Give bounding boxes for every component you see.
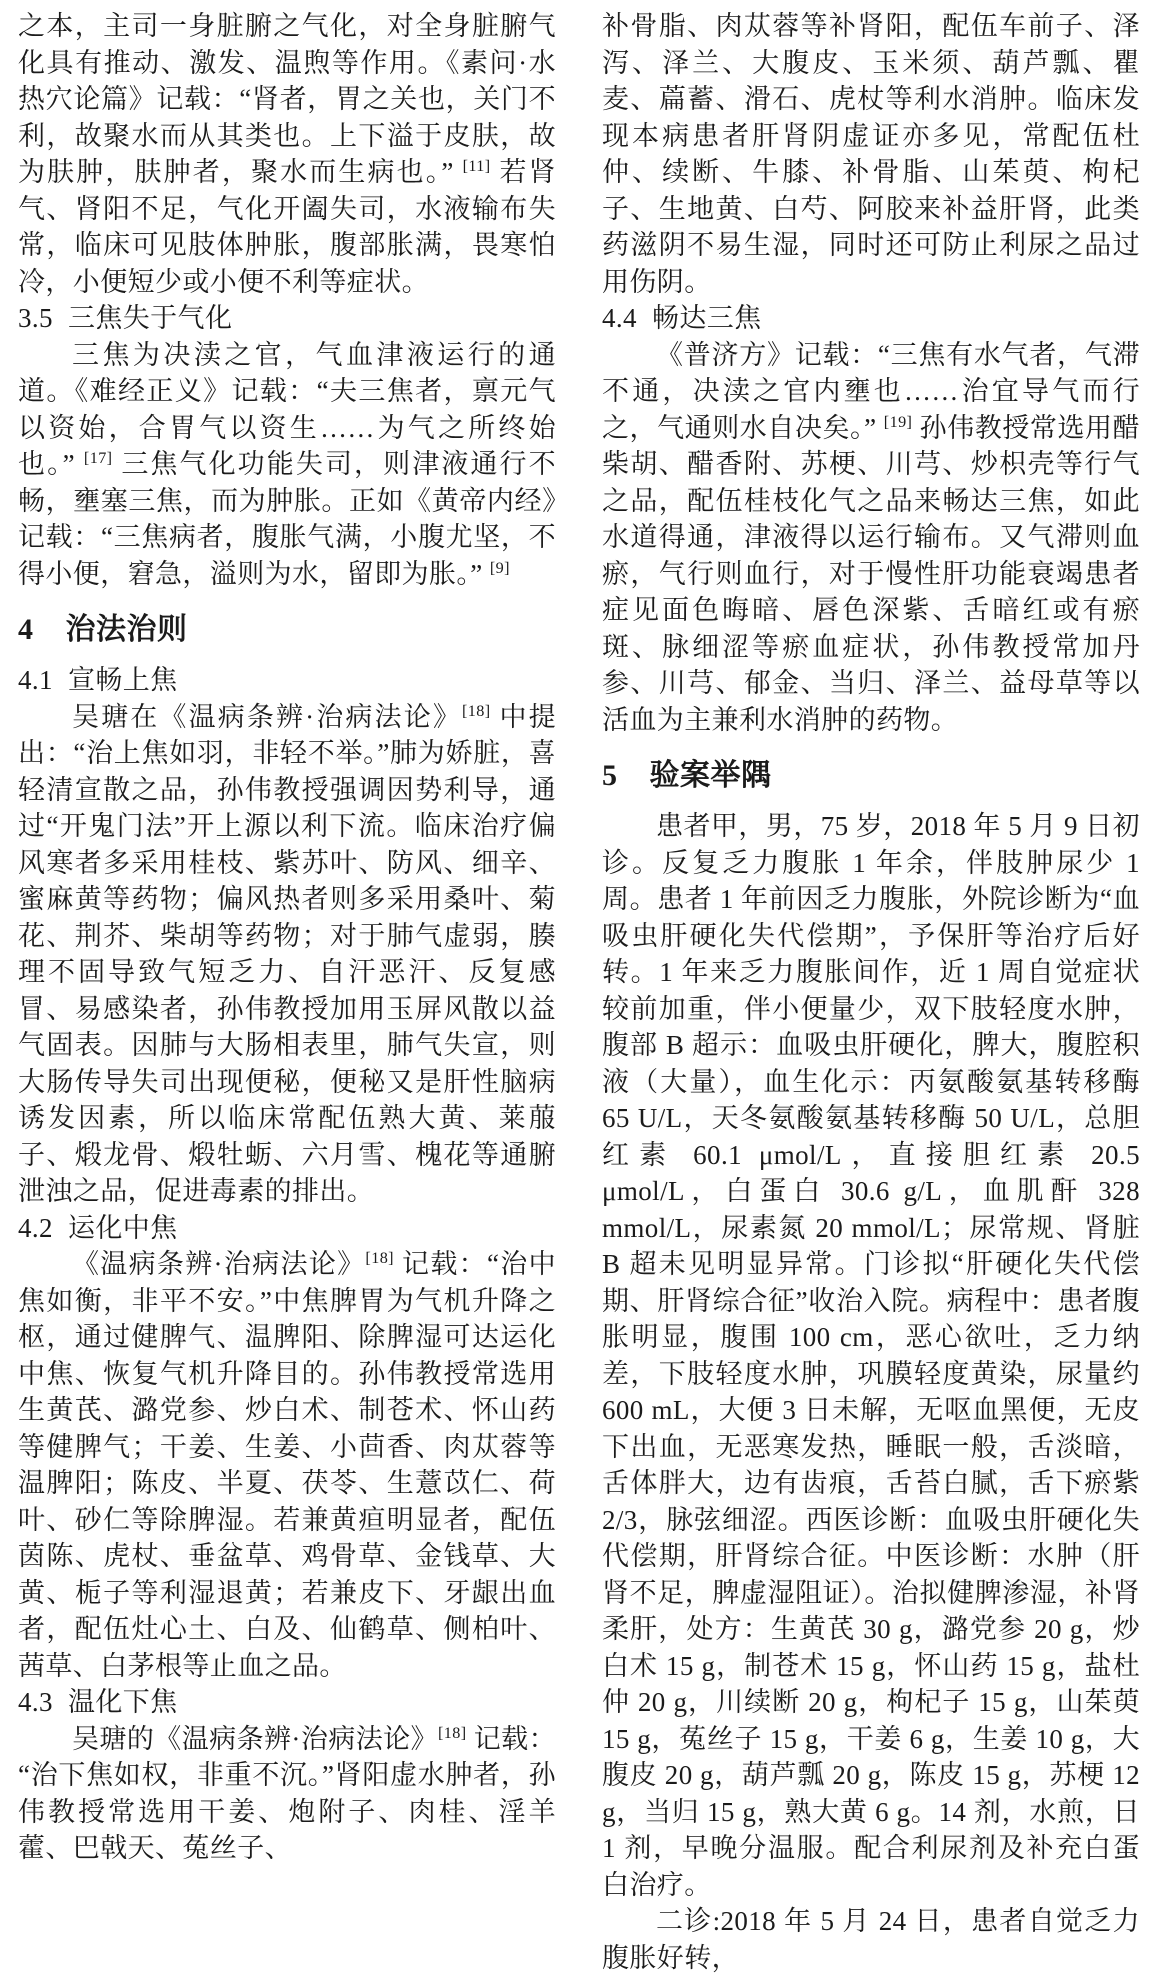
- continued-paragraph-kidney-yang: 补骨脂、肉苁蓉等补肾阳，配伍车前子、泽泻、泽兰、大腹皮、玉米须、葫芦瓢、瞿麦、萹蓄、滑石、虎杖等利水消肿。临床发现本病患者肝肾阴虚证亦多见，常配伍杜仲、续断、牛膝、补骨脂、山茱萸、枸杞子、生地黄、白芍、阿胶来补益肝肾，此类药滋阴不易生湿，同时还可防止利尿之品过用伤阴。: [602, 11, 1140, 297]
- right-column: [602, 8, 1140, 1976]
- paragraph-upper-jiao: 吴瑭在《温病条辨·治病法论》[18] 中提出：“治上焦如羽，非轻不举。”肺为娇脏，喜轻清宣散之品，孙伟教授强调因势利导，通过“开鬼门法”开上源以利下流。临床治疗偏风寒者多采用桂枝、紫苏叶、防风、细辛、蜜麻黄等药物；偏风热者则多采用桑叶、菊花、荆芥、柴胡等药物；对于肺气虚弱，腠理不固导致气短乏力、自汗恶汗、反复感冒、易感染者，孙伟教授加用玉屏风散以益气固表。因肺与大肠相表里，肺气失宣，则大肠传导失司出现便秘，便秘又是肝性脑病诱发因素，所以临床常配伍熟大黄、莱菔子、煅龙骨、煅牡蛎、六月雪、槐花等通腑泄浊之品，促进毒素的排出。: [18, 701, 556, 1206]
- section-4-heading: [18, 611, 556, 649]
- subsection-title: 畅达三焦: [651, 303, 762, 333]
- subsection-4-2-heading: [18, 1210, 556, 1247]
- subsection-title: 三焦失于气化: [67, 303, 233, 333]
- subsection-title: 运化中焦: [67, 1212, 178, 1243]
- section-title: 治法治则: [65, 613, 188, 646]
- subsection-title: 宣畅上焦: [67, 665, 178, 695]
- section-number: 5: [602, 759, 618, 792]
- paragraph-second-visit: 二诊:2018 年 5 月 24 日，患者自觉乏力腹胀好转，: [602, 1906, 1140, 1973]
- subsection-number: 3.5: [18, 303, 53, 333]
- paragraph-case-record: 患者甲，男，75 岁，2018 年 5 月 9 日初诊。反复乏力腹胀 1 年余，伴肢肿尿少 1 周。患者 1 年前因乏力腹胀，外院诊断为“血吸虫肝硬化失代偿期”，予保肝等治疗后好转。1 年来乏力腹胀间作，近 1 周自觉症状较前加重，伴小便量少，双下肢轻度水肿，腹部 B 超示：血吸虫肝硬化，脾大，腹腔积液（大量），血生化示：丙氨酸氨基转移酶 65 U/L，天冬氨酸氨基转移酶 50 U/L，总胆红素 60.1 μmol/L，直接胆红素 20.5 μmol/L，白蛋白 30.6 g/L，血肌酐 328 mmol/L，尿素氮 20 mmol/L；尿常规、肾脏 B 超未见明显异常。门诊拟“肝硬化失代偿期、肝肾综合征”收治入院。病程中：患者腹胀明显，腹围 100 cm，恶心欲吐，乏力纳差，下肢轻度水肿，巩膜轻度黄染，尿量约 600 mL，大便 3 日未解，无呕血黑便，无皮下出血，无恶寒发热，睡眠一般，舌淡暗，舌体胖大，边有齿痕，舌苔白腻，舌下瘀紫 2/3，脉弦细涩。西医诊断：血吸虫肝硬化失代偿期，肝肾综合征。中医诊断：水肿（肝肾不足，脾虚湿阻证）。治拟健脾渗湿，补肾柔肝，处方：生黄芪 30 g，潞党参 20 g，炒白术 15 g，制苍术 15 g，怀山药 15 g，盐杜仲 20 g，川续断 20 g，枸杞子 15 g，山茱萸 15 g，菟丝子 15 g，干姜 6 g，生姜 10 g，大腹皮 20 g，葫芦瓢 20 g，陈皮 15 g，苏梗 12 g，当归 15 g，熟大黄 6 g。14 剂，水煎，日 1 剂，早晚分温服。配合利尿剂及补充白蛋白治疗。: [602, 811, 1140, 1900]
- subsection-number: 4.2: [18, 1212, 53, 1243]
- subsection-4-4-heading: [602, 300, 1140, 337]
- paragraph-middle-jiao: 《温病条辨·治病法论》[18] 记载：“治中焦如衡，非平不安。”中焦脾胃为气机升降之枢，通过健脾气、温脾阳、除脾湿可达运化中焦、恢复气机升降目的。孙伟教授常选用生黄芪、潞党参、炒白术、制苍术、怀山药等健脾气；干姜、生姜、小茴香、肉苁蓉等温脾阳；陈皮、半夏、茯苓、生薏苡仁、荷叶、砂仁等除脾湿。若兼黄疸明显者，配伍茵陈、虎杖、垂盆草、鸡骨草、金钱草、大黄、栀子等利湿退黄；若兼皮下、牙龈出血者，配伍灶心土、白及、仙鹤草、侧柏叶、茜草、白茅根等止血之品。: [18, 1249, 556, 1681]
- subsection-number: 4.4: [602, 303, 637, 333]
- subsection-4-3-heading: [18, 1684, 556, 1721]
- section-number: 4: [18, 613, 34, 646]
- subsection-number: 4.3: [18, 1687, 53, 1717]
- left-column: [18, 8, 556, 1976]
- subsection-number: 4.1: [18, 665, 53, 695]
- paragraph-sanjiao-qihua: 三焦为决渎之官，气血津液运行的通道。《难经正义》记载：“夫三焦者，禀元气以资始，合胃气以资生……为气之所终始也。” [17] 三焦气化功能失司，则津液通行不畅，壅塞三焦，而为肿胀。正如《黄帝内经》记载：“三焦病者，腹胀气满，小腹尤坚，不得小便，窘急，溢则为水，留即为胀。” [9]: [18, 339, 556, 589]
- subsection-title: 温化下焦: [67, 1687, 178, 1717]
- paragraph-unblock-sanjiao: 《普济方》记载：“三焦有水气者，气滞不通，决渎之官内壅也……治宜导气而行之，气通则水自决矣。” [19] 孙伟教授常选用醋柴胡、醋香附、苏梗、川芎、炒枳壳等行气之品，配伍桂枝化气之品来畅达三焦，如此水道得通，津液得以运行输布。又气滞则血瘀，气行则血行，对于慢性肝功能衰竭患者症见面色晦暗、唇色深紫、舌暗红或有瘀斑、脉细涩等瘀血症状，孙伟教授常加丹参、川芎、郁金、当归、泽兰、益母草等以活血为主兼利水消肿的药物。: [602, 339, 1140, 735]
- paragraph-lower-jiao: 吴瑭的《温病条辨·治病法论》[18] 记载：“治下焦如权，非重不沉。”肾阳虚水肿者，孙伟教授常选用干姜、炮附子、肉桂、淫羊藿、巴戟天、菟丝子、: [18, 1723, 556, 1863]
- continued-paragraph-kidney-qi: 之本，主司一身脏腑之气化，对全身脏腑气化具有推动、激发、温煦等作用。《素问·水热穴论篇》记载：“肾者，胃之关也，关门不利，故聚水而从其类也。上下溢于皮肤，故为肤肿，肤肿者，聚水而生病也。” [11] 若肾气、肾阳不足，气化开阖失司，水液输布失常，临床可见肢体肿胀，腹部胀满，畏寒怕冷，小便短少或小便不利等症状。: [18, 11, 556, 297]
- subsection-3-5-heading: [18, 300, 556, 337]
- subsection-4-1-heading: [18, 662, 556, 699]
- section-5-heading: [602, 757, 1140, 795]
- section-title: 验案举隅: [649, 759, 772, 792]
